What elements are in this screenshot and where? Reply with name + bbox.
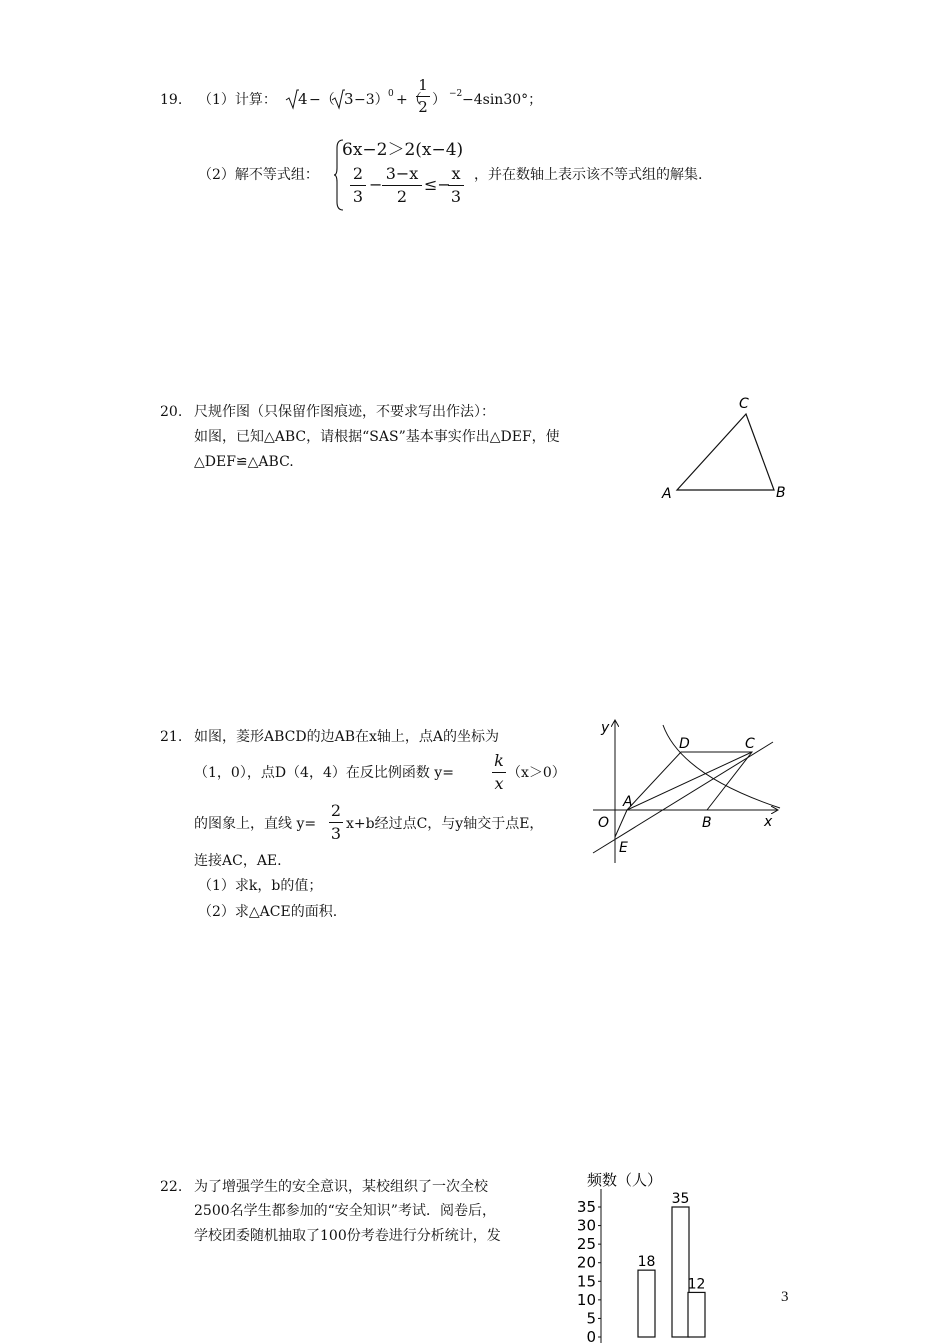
y-tick-label: 15: [576, 1272, 596, 1291]
expr-text: −（: [309, 92, 335, 108]
question-text: 为了增强学生的安全意识，某校组织了一次全校: [194, 1179, 488, 1195]
frequency-histogram: [560, 1165, 760, 1344]
question-text: （x＞0）: [507, 765, 566, 781]
fraction: 2 3: [350, 166, 366, 205]
sqrt-sign: [331, 88, 345, 110]
question-number: 21.: [160, 729, 183, 745]
part-2-tail: ，并在数轴上表示该不等式组的解集.: [474, 167, 703, 183]
vertex-label-c: C: [739, 396, 749, 412]
sub-question-2: （2）求△ACE的面积.: [198, 904, 338, 920]
line-ce: [593, 742, 773, 853]
triangle-abc: [677, 414, 774, 490]
question-text: 如图，已知△ABC，请根据“SAS”基本事实作出△DEF，使: [194, 429, 560, 445]
axis-label-x: x: [764, 814, 773, 830]
point-label-b: B: [702, 815, 712, 831]
question-text: 尺规作图（只保留作图痕迹，不要求写出作法）：: [194, 404, 495, 420]
operator: ≤−: [424, 175, 451, 194]
y-tick-label: 25: [576, 1235, 596, 1254]
question-text: x+b经过点C，与y轴交于点E，: [346, 816, 544, 832]
part-2-label: （2）解不等式组：: [198, 167, 319, 183]
question-number: 22.: [160, 1179, 183, 1195]
radicand: 3: [344, 90, 354, 108]
y-tick-label: 20: [576, 1253, 596, 1272]
question-text: 2500名学生都参加的“安全知识”考试．阅卷后，: [194, 1203, 496, 1219]
exponent: −2: [449, 89, 463, 99]
sub-question-1: （1）求k，b的值；: [198, 878, 323, 894]
question-text: 连接AC，AE.: [194, 853, 282, 869]
fraction-half: 1 2: [416, 78, 430, 115]
expr-text: −4sin30°；: [462, 92, 543, 108]
rhombus-figure: [585, 715, 795, 867]
y-tick-label: 5: [586, 1309, 596, 1328]
sqrt-sign: [285, 88, 299, 110]
expr-text: −3）: [354, 92, 389, 108]
question-text: 学校团委随机抽取了100份考卷进行分析统计，发: [194, 1228, 501, 1244]
fraction: x 3: [448, 166, 464, 205]
question-text: △DEF≌△ABC.: [194, 454, 294, 470]
histogram-bar: [672, 1207, 689, 1337]
vertex-label-a: A: [662, 486, 672, 502]
y-tick-label: 10: [576, 1290, 596, 1309]
y-tick-label: 0: [586, 1328, 596, 1344]
histogram-bar: [688, 1292, 705, 1337]
point-label-e: E: [619, 840, 628, 856]
page-number: 3: [781, 1289, 789, 1305]
question-text: 如图，菱形ABCD的边AB在x轴上，点A的坐标为: [194, 729, 499, 745]
y-tick-label: 35: [576, 1198, 596, 1216]
point-label-a: A: [623, 794, 633, 810]
origin-label: O: [598, 815, 610, 831]
operator: −: [369, 175, 383, 194]
histogram-bar: [638, 1270, 655, 1337]
point-label-d: D: [679, 736, 690, 752]
question-text: 的图象上，直线 y=: [194, 816, 317, 832]
fraction-k-over-x: k x: [492, 753, 506, 792]
y-tick-label: 30: [576, 1216, 596, 1235]
fraction-two-thirds: 2 3: [330, 801, 342, 843]
bar-value-label: 35: [671, 1191, 690, 1207]
vertex-label-b: B: [776, 485, 786, 501]
question-number: 20.: [160, 404, 183, 420]
bar-value-label: 18: [637, 1254, 656, 1271]
question-text: （1，0），点D（4，4）在反比例函数 y=: [194, 765, 454, 781]
expr-text: +（: [396, 92, 422, 108]
triangle-abc-figure: [650, 390, 800, 505]
question-number: 19.: [160, 92, 183, 108]
bar-value-label: 12: [687, 1276, 706, 1293]
radicand: 4: [298, 90, 308, 108]
fraction: 3−x 2: [382, 166, 422, 205]
inequality-1: 6x−2＞2(x−4): [342, 140, 464, 160]
exponent: 0: [388, 89, 394, 99]
axis-label-y: y: [601, 720, 610, 736]
y-axis-label: 频数（人）: [587, 1171, 663, 1189]
expr-text: ）: [432, 92, 446, 108]
part-1-label: （1）计算：: [198, 92, 277, 108]
segment-ac: [627, 752, 752, 810]
point-label-c: C: [745, 736, 755, 752]
